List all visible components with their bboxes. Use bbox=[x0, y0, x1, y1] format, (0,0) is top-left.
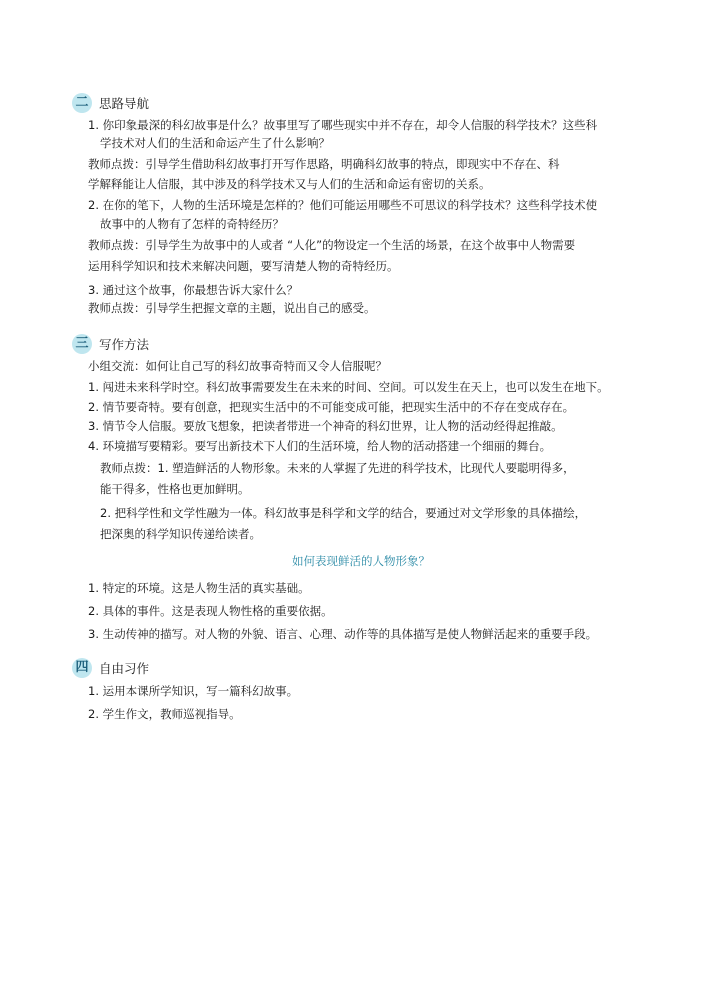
section-header-writing-method bbox=[72, 333, 149, 355]
list-item: 1. 运用本课所学知识，写一篇科幻故事。 bbox=[88, 684, 299, 698]
teacher-note-line: 运用科学知识和技术来解决问题，要写清楚人物的奇特经历。 bbox=[88, 259, 399, 273]
list-item: 1. 特定的环境。这是人物生活的真实基础。 bbox=[88, 581, 310, 595]
teacher-note-line: 把深奥的科学知识传递给读者。 bbox=[100, 527, 261, 541]
teacher-note-line: 教师点拨：1. 塑造鲜活的人物形象。未来的人掌握了先进的科学技术，比现代人要聪明得多， bbox=[100, 461, 575, 475]
section-header-thinking bbox=[72, 92, 149, 114]
paragraph-line: 学技术对人们的生活和命运产生了什么影响？ bbox=[100, 136, 330, 150]
teacher-note-line: 教师点拨：引导学生借助科幻故事打开写作思路，明确科幻故事的特点，即现实中不存在、科 bbox=[88, 157, 560, 171]
paragraph-line: 2. 情节要奇特。要有创意，把现实生活中的不可能变成可能，把现实生活中的不存在变成存在。 bbox=[88, 400, 575, 414]
list-item: 2. 学生作文，教师巡视指导。 bbox=[88, 707, 241, 721]
paragraph-line: 3. 情节令人信服。要放飞想象，把读者带进一个神奇的科幻世界，让人物的活动经得起推敲。 bbox=[88, 419, 563, 433]
section-title: 写作方法 bbox=[99, 337, 150, 352]
section-header-free-writing bbox=[72, 657, 149, 679]
section-number-badge: 二 bbox=[72, 93, 92, 113]
section-title: 思路导航 bbox=[99, 96, 150, 111]
paragraph-line: 1. 闯进未来科学时空。科幻故事需要发生在未来的时间、空间。可以发生在天上，也可以发生在地下。 bbox=[88, 380, 609, 394]
teacher-note-line: 教师点拨：引导学生把握文章的主题，说出自己的感受。 bbox=[88, 301, 376, 315]
paragraph-line: 小组交流：如何让自己写的科幻故事奇特而又令人信服呢？ bbox=[88, 359, 387, 373]
paragraph-line: 故事中的人物有了怎样的奇特经历？ bbox=[100, 217, 284, 231]
section-number-badge: 三 bbox=[72, 334, 92, 354]
subsection-title: 如何表现鲜活的人物形象？ bbox=[292, 554, 430, 568]
list-item: 2. 具体的事件。这是表现人物性格的重要依据。 bbox=[88, 604, 333, 618]
list-item: 3. 生动传神的描写。对人物的外貌、语言、心理、动作等的具体描写是使人物鲜活起来的重要手段。 bbox=[88, 627, 598, 641]
paragraph-line: 4. 环境描写要精彩。要写出新技术下人们的生活环境，给人物的活动搭建一个细丽的舞台。 bbox=[88, 439, 552, 453]
section-number-badge: 四 bbox=[72, 658, 92, 678]
teacher-note-line: 学解释能让人信服，其中涉及的科学技术又与人们的生活和命运有密切的关系。 bbox=[88, 177, 491, 191]
teacher-note-line: 能干得多，性格也更加鲜明。 bbox=[100, 482, 250, 496]
paragraph-line: 2. 在你的笔下，人物的生活环境是怎样的？他们可能运用哪些不可思议的科学技术？这些科学技术使 bbox=[88, 198, 598, 212]
teacher-note-line: 教师点拨：引导学生为故事中的人或者 “人化”的物设定一个生活的场景，在这个故事中人物需要 bbox=[88, 238, 576, 252]
paragraph-line: 1. 你印象最深的科幻故事是什么？故事里写了哪些现实中并不存在，却令人信服的科学技术？这些科 bbox=[88, 118, 598, 132]
paragraph-line: 3. 通过这个故事，你最想告诉大家什么？ bbox=[88, 283, 299, 297]
section-title: 自由习作 bbox=[99, 661, 150, 676]
teacher-note-line: 2. 把科学性和文学性融为一体。科幻故事是科学和文学的结合，要通过对文学形象的具体描绘， bbox=[100, 506, 587, 520]
